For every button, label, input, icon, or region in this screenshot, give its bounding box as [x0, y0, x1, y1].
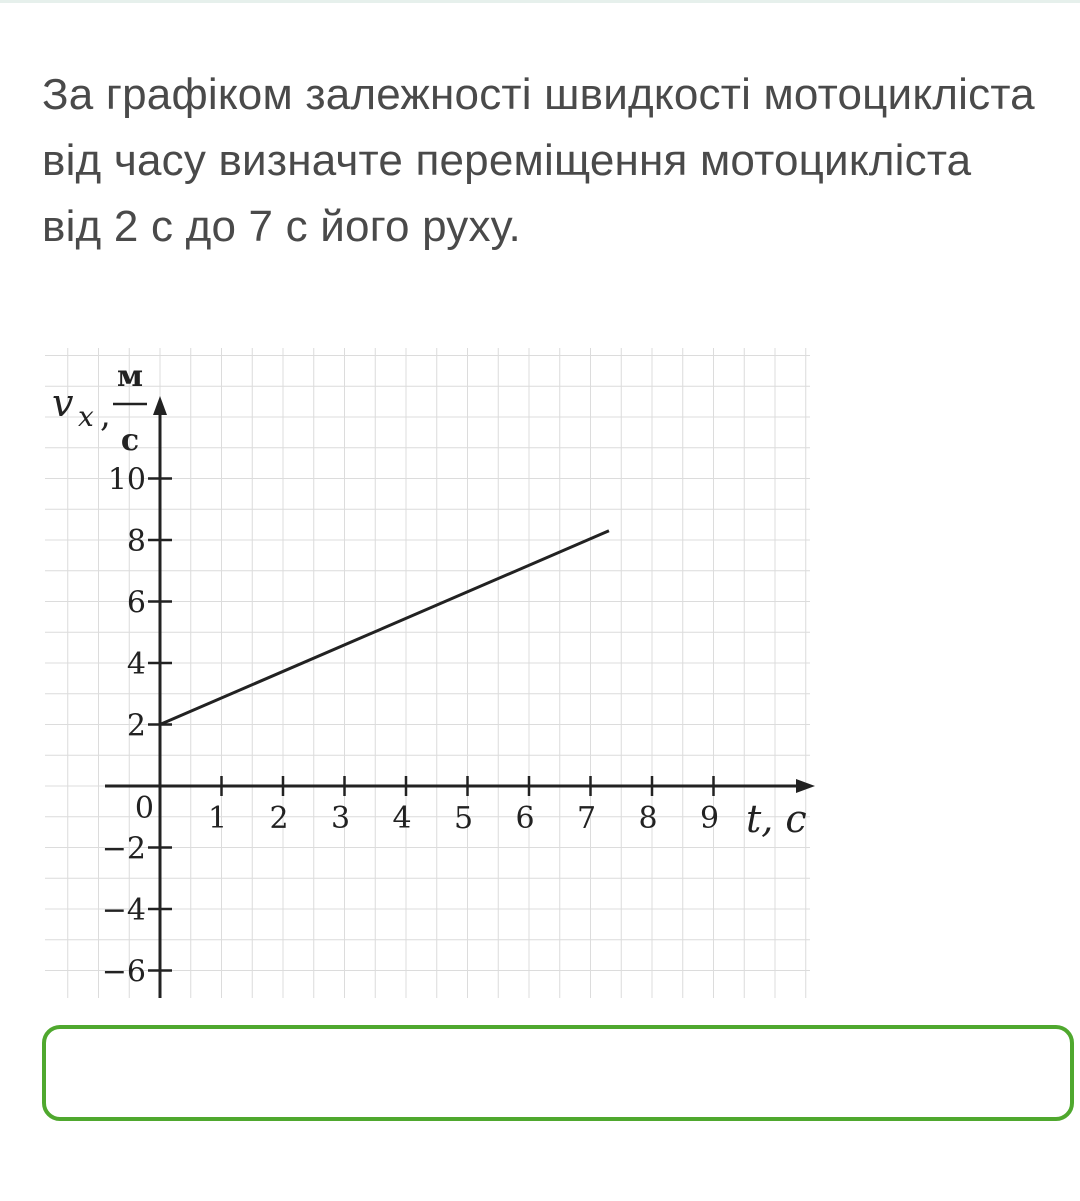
y-tick-label: 10 — [107, 462, 146, 498]
y-tick-label: −2 — [101, 831, 146, 867]
x-axis-label: t, c — [746, 797, 807, 841]
x-tick-label: 8 — [638, 801, 658, 836]
y-unit-denominator: с — [120, 423, 140, 458]
x-tick-label: 1 — [207, 801, 228, 836]
graph-ticks — [102, 463, 719, 990]
graph-series — [160, 531, 609, 725]
y-unit-numerator: м — [116, 359, 144, 394]
x-tick-label: 3 — [330, 801, 351, 836]
y-tick-label: 6 — [126, 585, 146, 621]
velocity-line — [160, 531, 609, 725]
question-text: За графіком залежності швидкості мотоцикліста від часу визначте переміщення мотоцикліста від 2 с до 7 с його руху. — [42, 70, 1035, 251]
y-tick-label: 8 — [126, 524, 146, 559]
answer-input[interactable] — [42, 1025, 1074, 1121]
y-axis-label-subscript: x — [78, 400, 94, 433]
x-tick-label: 7 — [576, 801, 597, 836]
y-tick-label: 4 — [126, 647, 146, 682]
x-tick-label: 4 — [392, 801, 412, 836]
x-tick-label: 2 — [269, 801, 289, 836]
y-tick-label: 2 — [126, 708, 146, 744]
y-axis-label-comma: , — [100, 395, 111, 435]
x-tick-label: 6 — [515, 801, 535, 836]
origin-label: 0 — [134, 791, 154, 826]
graph-labels — [52, 359, 807, 841]
top-divider — [0, 0, 1080, 3]
x-tick-label: 9 — [699, 801, 720, 836]
x-tick-label: 5 — [453, 801, 474, 836]
y-tick-label: −4 — [101, 893, 146, 928]
y-tick-label: −6 — [101, 954, 146, 990]
y-axis-label-variable: v — [52, 381, 74, 425]
y-axis-arrow — [153, 396, 167, 415]
graph-axes — [105, 396, 815, 998]
velocity-time-graph — [0, 330, 1080, 1020]
